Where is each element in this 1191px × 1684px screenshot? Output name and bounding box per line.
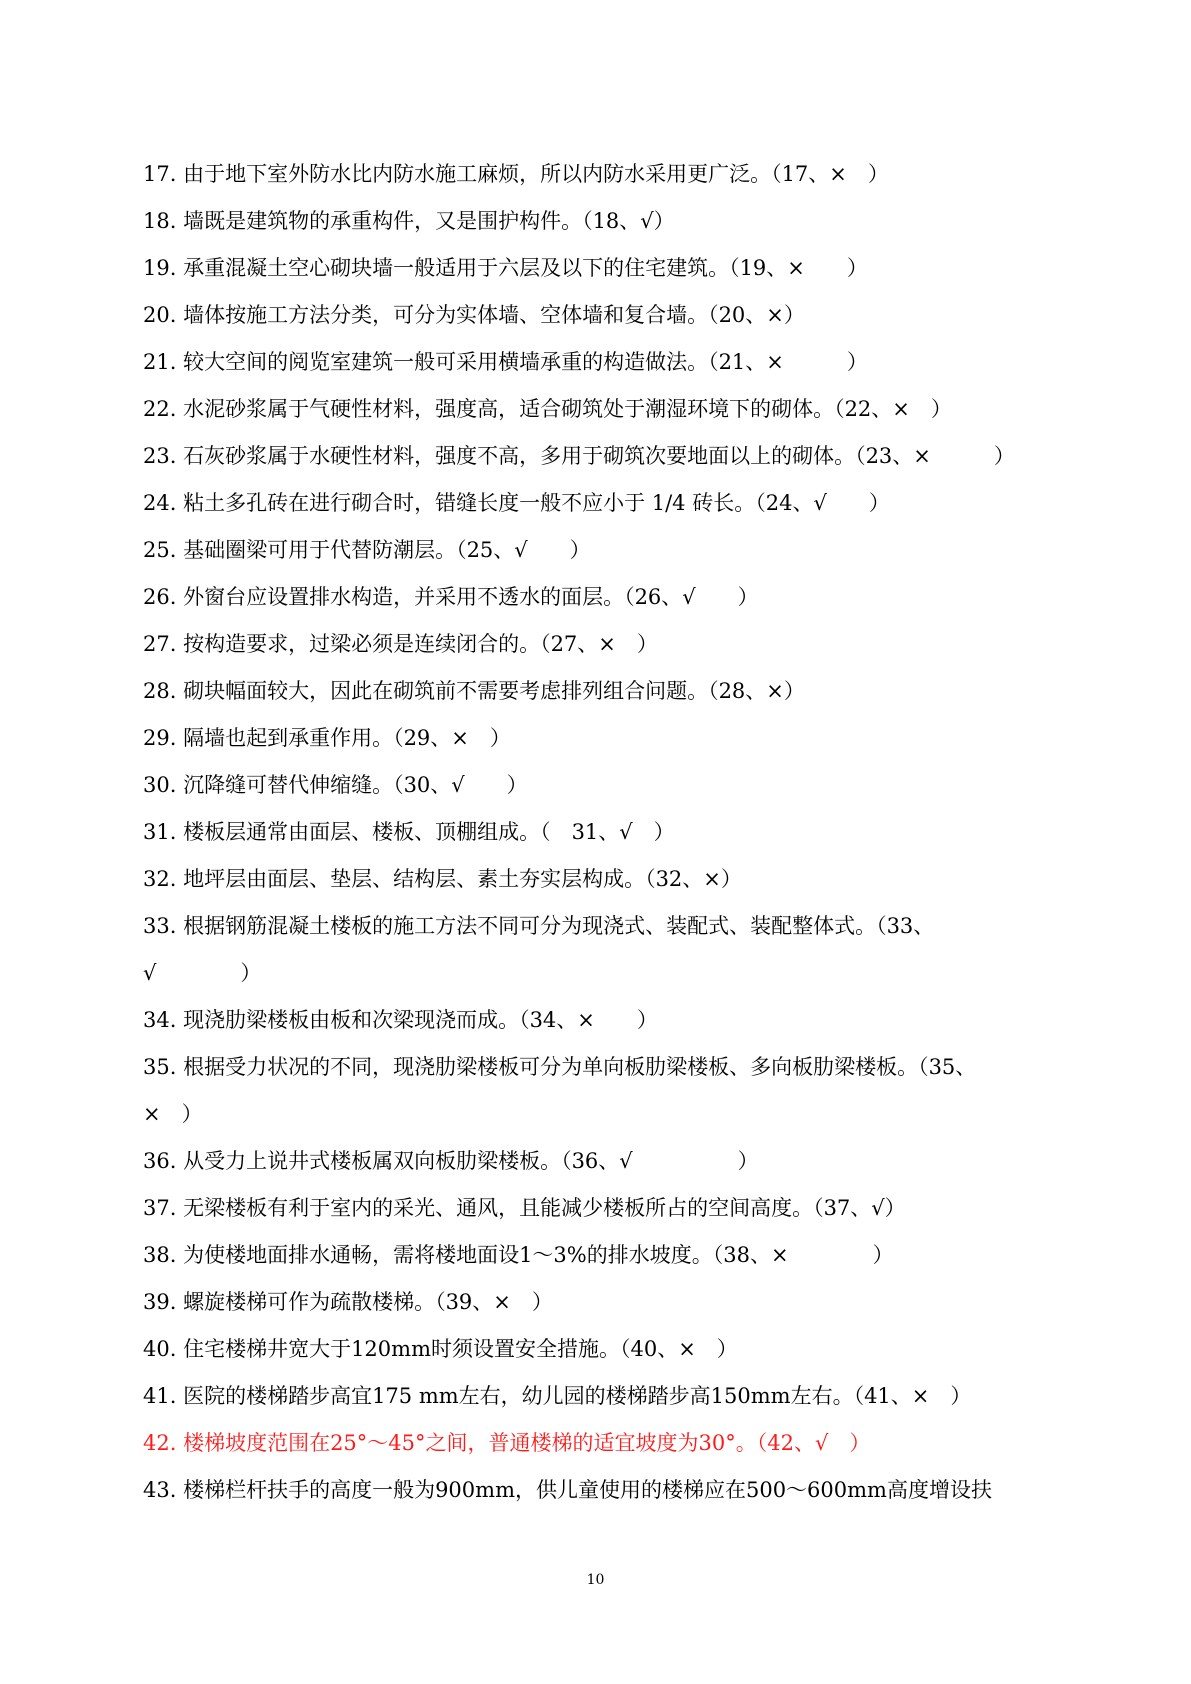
- page-number: 10: [586, 1572, 605, 1588]
- question-23: 23. 石灰砂浆属于水硬性材料，强度不高，多用于砌筑次要地面以上的砌体。（23、× ）: [143, 444, 1015, 468]
- question-list: [143, 151, 1063, 1514]
- question-33: 33. 根据钢筋混凝土楼板的施工方法不同可分为现浇式、装配式、装配整体式。（33、: [143, 914, 935, 938]
- question-29: 29. 隔墙也起到承重作用。（29、× ）: [143, 726, 511, 750]
- question-17: 17. 由于地下室外防水比内防水施工麻烦，所以内防水采用更广泛。（17、× ）: [143, 162, 889, 186]
- question-40: 40. 住宅楼梯井宽大于120mm时须设置安全措施。（40、× ）: [143, 1337, 738, 1361]
- question-34: 34. 现浇肋梁楼板由板和次梁现浇而成。（34、× ）: [143, 1008, 658, 1032]
- question-30: 30. 沉降缝可替代伸缩缝。（30、√ ）: [143, 773, 528, 797]
- question-42-highlighted: 42. 楼梯坡度范围在25°～45°之间，普通楼梯的适宜坡度为30°。（42、√ ）: [143, 1431, 871, 1455]
- question-24: 24. 粘土多孔砖在进行砌合时，错缝长度一般不应小于 1/4 砖长。（24、√ ）: [143, 491, 890, 515]
- question-38: 38. 为使楼地面排水通畅，需将楼地面设1～3%的排水坡度。（38、× ）: [143, 1243, 894, 1267]
- question-35: 35. 根据受力状况的不同，现浇肋梁楼板可分为单向板肋梁楼板、多向板肋梁楼板。（35、: [143, 1055, 977, 1079]
- question-39: 39. 螺旋楼梯可作为疏散楼梯。（39、× ）: [143, 1290, 553, 1314]
- question-43: 43. 楼梯栏杆扶手的高度一般为900mm，供儿童使用的楼梯应在500～600mm高度增设扶: [143, 1478, 992, 1502]
- question-41: 41. 医院的楼梯踏步高宜175 mm左右，幼儿园的楼梯踏步高150mm左右。（41、× ）: [143, 1384, 972, 1408]
- question-21: 21. 较大空间的阅览室建筑一般可采用横墙承重的构造做法。（21、× ）: [143, 350, 868, 374]
- question-36: 36. 从受力上说井式楼板属双向板肋梁楼板。（36、√ ）: [143, 1149, 759, 1173]
- question-28: 28. 砌块幅面较大，因此在砌筑前不需要考虑排列组合问题。（28、×）: [143, 679, 805, 703]
- question-37: 37. 无梁楼板有利于室内的采光、通风，且能减少楼板所占的空间高度。（37、√）: [143, 1196, 906, 1220]
- question-32: 32. 地坪层由面层、垫层、结构层、素土夯实层构成。（32、×）: [143, 867, 742, 891]
- question-22: 22. 水泥砂浆属于气硬性材料，强度高，适合砌筑处于潮湿环境下的砌体。（22、× ）: [143, 397, 952, 421]
- question-20: 20. 墙体按施工方法分类，可分为实体墙、空体墙和复合墙。（20、×）: [143, 303, 805, 327]
- question-26: 26. 外窗台应设置排水构造，并采用不透水的面层。（26、√ ）: [143, 585, 759, 609]
- question-33-continuation: √ ）: [143, 961, 262, 985]
- question-25: 25. 基础圈梁可用于代替防潮层。（25、√ ）: [143, 538, 591, 562]
- question-18: 18. 墙既是建筑物的承重构件，又是围护构件。（18、√）: [143, 209, 675, 233]
- question-19: 19. 承重混凝土空心砌块墙一般适用于六层及以下的住宅建筑。（19、× ）: [143, 256, 868, 280]
- question-27: 27. 按构造要求，过梁必须是连续闭合的。（27、× ）: [143, 632, 658, 656]
- question-35-continuation: × ）: [143, 1102, 203, 1126]
- question-31: 31. 楼板层通常由面层、楼板、顶棚组成。（ 31、√ ）: [143, 820, 675, 844]
